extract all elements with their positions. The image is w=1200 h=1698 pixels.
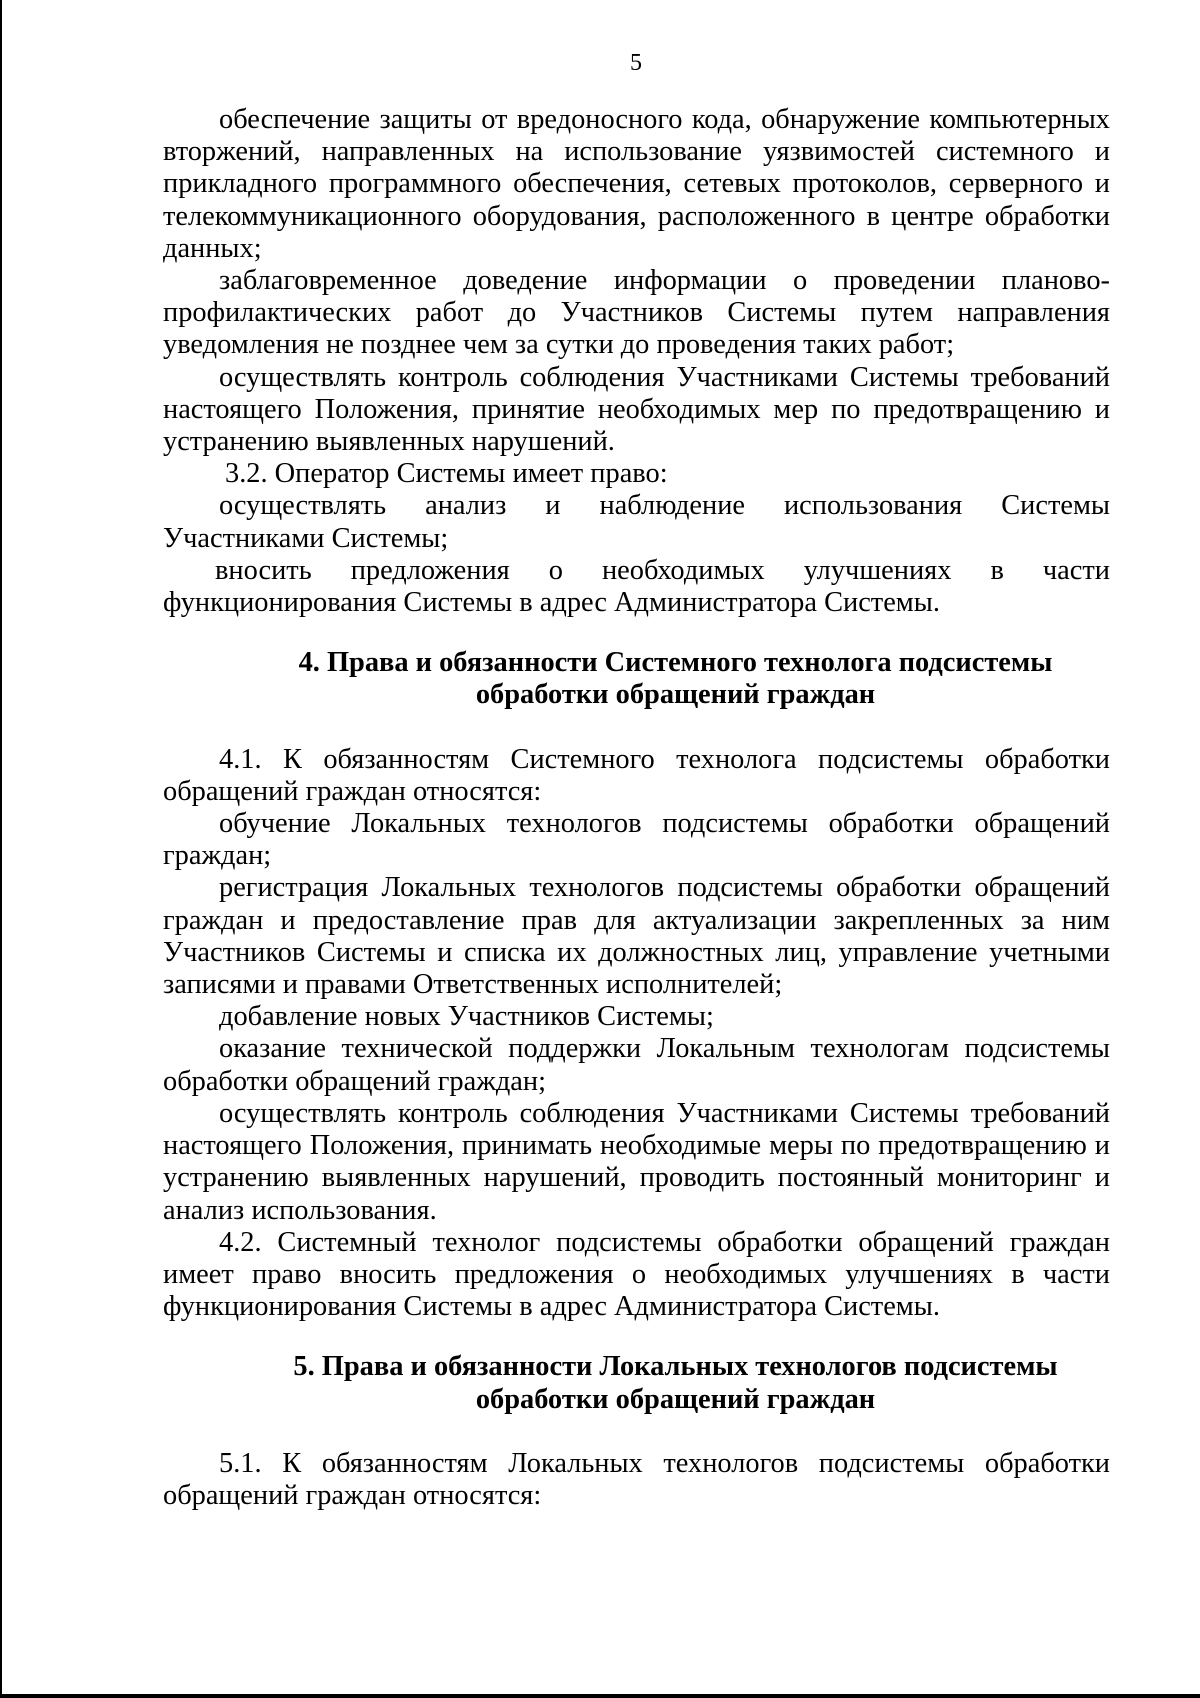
page-number: 5 xyxy=(630,50,642,76)
paragraph-operator-proposals: вносить предложения о необходимых улучшениях в части функционирования Системы в адрес Администратора Системы. xyxy=(163,554,1110,619)
scan-edge-left xyxy=(0,0,2,1698)
section-4-heading xyxy=(163,647,1110,711)
section-5-heading xyxy=(163,1351,1110,1415)
paragraph-maintenance-notice: заблаговременное доведение информации о проведении планово-профилактических работ до Участников Системы путем направления уведомления не позднее чем за сутки до проведения таких работ; xyxy=(163,265,1110,361)
paragraph-5-1: 5.1. К обязанностям Локальных технологов подсистемы обработки обращений граждан относятся: xyxy=(163,1447,1110,1511)
scan-edge-bottom xyxy=(0,1694,1200,1698)
paragraph-4-2: 4.2. Системный технолог подсистемы обработки обращений граждан имеет право вносить предложения о необходимых улучшениях в части функционирования Системы в адрес Администратора Системы. xyxy=(163,1226,1110,1323)
section-4-heading-line2: обработки обращений граждан xyxy=(475,679,876,711)
paragraph-4-1: 4.1. К обязанностям Системного технолога подсистемы обработки обращений граждан относятся: xyxy=(163,743,1110,807)
paragraph-add-participants: добавление новых Участников Системы; xyxy=(219,1001,714,1033)
section-5-heading-line2: обработки обращений граждан xyxy=(475,1383,876,1415)
paragraph-malware-protection: обеспечение защиты от вредоносного кода, обнаружение компьютерных вторжений, направленных на использование уязвимостей системного и прикладного программного обеспечения, сетевых протоколов, серверного и телекоммуникационного оборудования, расположенного в центре обработки данных; xyxy=(163,104,1110,264)
section-4-heading-line1: 4. Права и обязанности Системного технолога подсистемы xyxy=(298,647,1053,679)
paragraph-operator-control: осуществлять контроль соблюдения Участниками Системы требований настоящего Положения, принятие необходимых мер по предотвращению и устранению выявленных нарушений. xyxy=(163,361,1110,458)
paragraph-operator-analysis: осуществлять анализ и наблюдение использования Системы Участниками Системы; xyxy=(163,490,1110,554)
paragraph-registration: регистрация Локальных технологов подсистемы обработки обращений граждан и предоставление прав для актуализации закрепленных за ним Участников Системы и списка их должностных лиц, управление учетными записями и правами Ответственных исполнителей; xyxy=(163,872,1110,1001)
paragraph-technologist-control: осуществлять контроль соблюдения Участниками Системы требований настоящего Положения, принимать необходимые меры по предотвращению и устранению выявленных нарушений, проводить постоянный мониторинг и анализ использования. xyxy=(163,1097,1110,1226)
paragraph-training: обучение Локальных технологов подсистемы обработки обращений граждан; xyxy=(163,808,1110,872)
section-5-heading-line1: 5. Права и обязанности Локальных технологов подсистемы xyxy=(293,1351,1058,1383)
paragraph-operator-rights-3-2: 3.2. Оператор Системы имеет право: xyxy=(225,458,668,490)
document-body xyxy=(163,104,1110,1512)
paragraph-tech-support: оказание технической поддержки Локальным технологам подсистемы обработки обращений граждан; xyxy=(163,1033,1110,1097)
